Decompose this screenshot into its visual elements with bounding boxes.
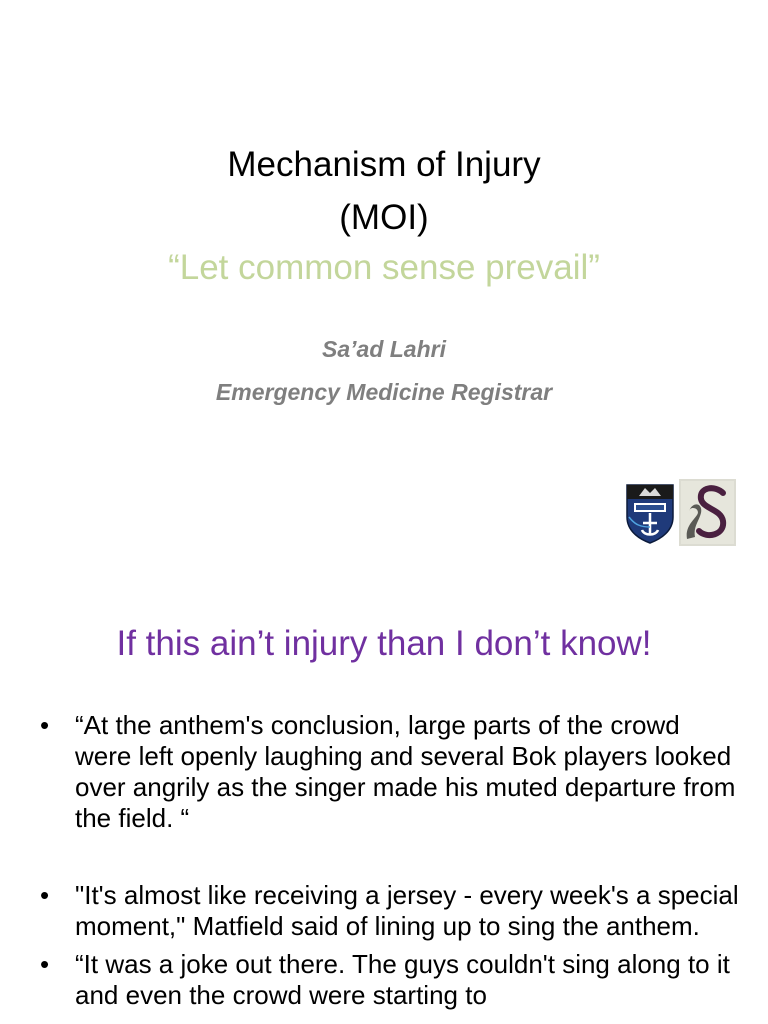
title-line-2: (MOI) xyxy=(339,198,429,237)
bullet-icon: • xyxy=(40,880,50,910)
slide-quotes xyxy=(0,580,768,1024)
author-role: Emergency Medicine Registrar xyxy=(215,379,553,405)
title-line-1: Mechanism of Injury xyxy=(227,145,541,184)
slide-heading: If this ain’t injury than I don’t know! xyxy=(116,624,652,663)
bullet-text: “At the anthem's conclusion, large parts of the crowd were left openly laughing and several Bok players looked over angrily as the singer made his muted departure from the field. “ xyxy=(75,710,736,833)
list-item xyxy=(40,880,740,942)
bullet-icon: • xyxy=(40,710,50,740)
stylized-s-logo xyxy=(679,479,736,546)
author-name: Sa’ad Lahri xyxy=(322,336,446,362)
bullet-text: "It's almost like receiving a jersey - every week's a special moment," Matfield said of lining up to sing the anthem. xyxy=(75,880,739,941)
bullet-icon: • xyxy=(40,949,50,979)
subtitle-quote: “Let common sense prevail” xyxy=(168,248,600,287)
university-crest-logo xyxy=(625,483,675,545)
list-item xyxy=(40,710,740,834)
list-item xyxy=(40,949,740,1011)
bullet-list xyxy=(40,710,740,1011)
bullet-text: “It was a joke out there. The guys couldn't sing along to it and even the crowd were starting to xyxy=(75,949,730,1010)
